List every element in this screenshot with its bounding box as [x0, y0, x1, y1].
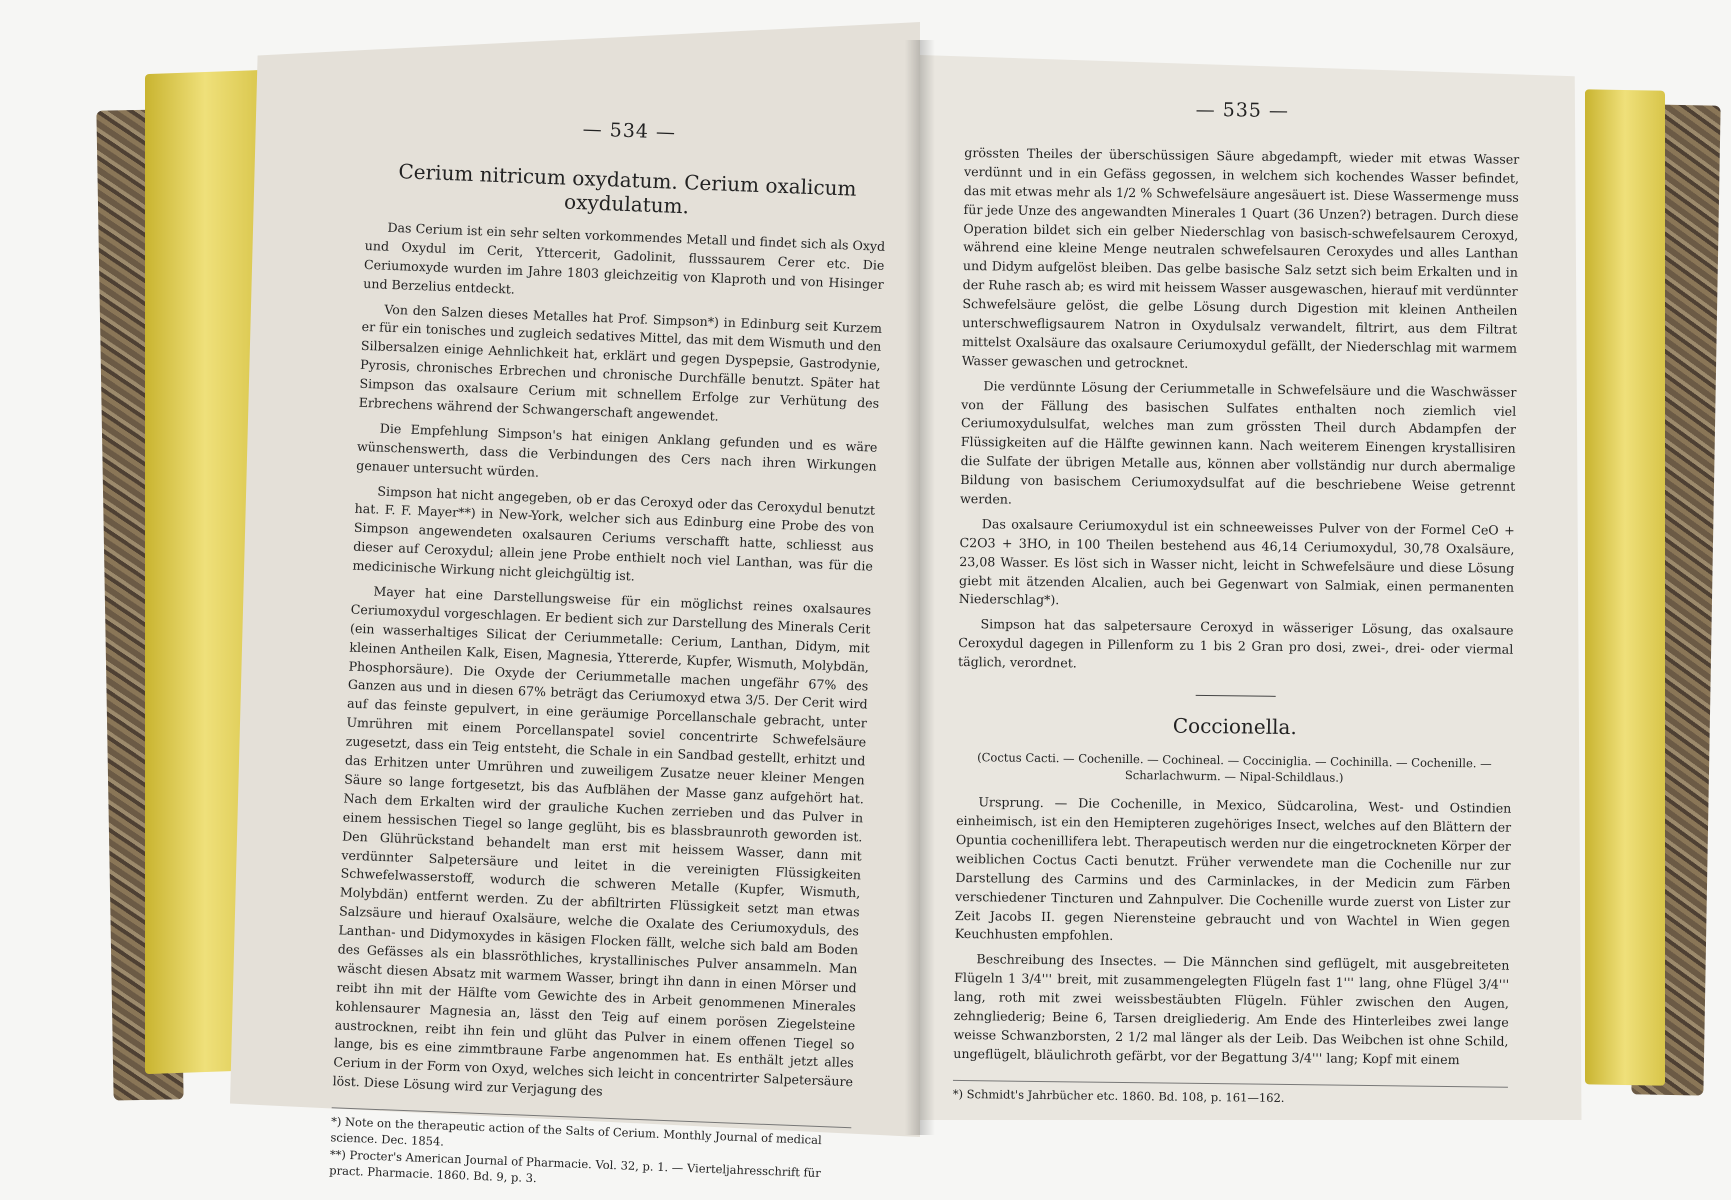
- footnotes-left: [329, 1107, 851, 1198]
- heading-coccionella: Coccionella.: [1172, 713, 1297, 740]
- book-gutter: [905, 40, 935, 1135]
- paragraph: Simpson hat das salpetersaure Ceroxyd in wässeriger Lösung, das oxalsaure Ceroxydul dagegen in Pillenform zu 1 bis 2 Gran pro dosi, zwei-, drei- oder viermal täglich, verordnet.: [957, 616, 1514, 671]
- paragraph: Das oxalsaure Ceriumoxydul ist ein schneeweisses Pulver von der Formel CeO + C2O3 + 3HO, in 100 Theilen bestehend aus 46,14 Ceriumoxydul, 30,78 Oxalsäure, 23,08 Wasser. Es löst sich in Wasser nicht, leicht in Schwefelsäure und diese Lösung giebt mit ätzenden Alcalien, auch bei Gegenwart von Salmiak, einen permanenten Niederschlag*).: [958, 516, 1515, 608]
- section-divider: [1195, 695, 1275, 697]
- paragraph: Simpson hat nicht angegeben, ob er das Ceroxyd oder das Ceroxydul benutzt hat. F. F. Mayer**) in New-York, welcher sich aus Edinburg eine Probe des von Simpson angewendeten oxalsauren Ceriums verschafft hatte, schliesst aus dieser auf Ceroxydul; allein jene Probe enthielt noch viel Lanthan, was für die medicinische Wirkung nicht gleichgültig ist.: [352, 483, 876, 584]
- footnote: **) Procter's American Journal of Pharmacie. Vol. 32, p. 1. — Vierteljahresschrift für pract. Pharmacie. 1860. Bd. 9, p. 3.: [329, 1147, 821, 1185]
- page-number-right: — 535 —: [1195, 98, 1290, 122]
- paragraph: Die verdünnte Lösung der Ceriummetalle in Schwefelsäure und die Waschwässer von der Fällung des basischen Sulfates enthalten noch ziemlich viel Ceriumoxydulsulfat, welches man zum grössten Theil durch Abdampfen der Flüssigkeiten auf die Hälfte gewinnen kann. Nach weiterem Einengen krystallisiren die Sulfate der übrigen Metalle aus, können aber vollständig nur durch abermalige Bildung von basischem Ceriumoxydsulfat auf die beschriebene Weise getrennt werden.: [959, 377, 1517, 507]
- paragraph: Die Empfehlung Simpson's hat einigen Anklang gefunden und es wäre wünschenswerth, dass die Verbindungen des Cers nach ihren Wirkungen genauer untersucht würden.: [356, 420, 878, 480]
- paragraph: grössten Theiles der überschüssigen Säure abgedampft, wieder mit etwas Wasser verdünnt und in ein Gefäss gegossen, in welchem sich kochendes Wasser befindet, das mit etwas mehr als 1/2 % Schwefelsäure angesäuert ist. Diese Wassermenge muss für jede Unze des angewandten Minerales 1 Quart (36 Unzen?) betragen. Durch diese Operation bildet sich ein gelber Niederschlag von basisch-schwefelsaurem Ceroxyd, während eine kleine Menge neutralen schwefelsauren Ceroxydes und alles Lanthan und Didym aufgelöst bleiben. Das gelbe basische Salz setzt sich beim Erkalten und in der Ruhe rasch ab; es wird mit heissem Wasser ausgewaschen, hierauf mit verdünnter Schwefelsäure gelöst, die gelbe Lösung durch Digestion mit kleinen Antheilen unterschwefligsaurem Natron in Oxydulsalz verwandelt, filtrirt, aus dem Filtrat mittelst Oxalsäure das oxalsaure Ceriumoxydul gefällt, der Niederschlag mit warmem Wasser gewaschen und getrocknet.: [961, 144, 1520, 371]
- page-edges-right: [1585, 89, 1665, 1085]
- paragraph: Ursprung. — Die Cochenille, in Mexico, Südcarolina, West- und Ostindien einheimisch, ist ein den Hemipteren zugehöriges Insect, welches auf den Blättern der Opuntia cochenillifera lebt. Therapeutisch werden nur die eingetrockneten Körper der weiblichen Coctus Cacti benutzt. Früher verwendete man die Cochenille nur zur Darstellung des Carmins und des Carminlackes, in der Medicin zum Färben verschiedener Tincturen und Zahnpulver. Die Cochenille wurde zuerst von Lister zur Zeit Jacobs II. gegen Nierensteine gebraucht und von Wachtel in Wien gegen Keuchhusten empfohlen.: [954, 794, 1512, 944]
- paragraph: Von den Salzen dieses Metalles hat Prof. Simpson*) in Edinburg seit Kurzem er für ein tonisches und zugleich sedatives Mittel, das mit dem Wismuth und den Silbersalzen einige Aehnlichkeit hat, erklärt und gegen Dyspepsie, Gastrodynie, Pyrosis, chronisches Erbrechen und chronische Durchfälle benutzt. Später hat Simpson das oxalsaure Cerium mit schnellem Erfolge zur Verhütung des Erbrechens während der Schwangerschaft angewendet.: [358, 301, 883, 424]
- heading-cerium: Cerium nitricum oxydatum. Cerium oxalicum oxydulatum.: [398, 159, 857, 219]
- paragraph: Das Cerium ist ein sehr selten vorkommendes Metall und findet sich als Oxyd und Oxydul im Cerit, Yttercerit, Gadolinit, flusssaurem Cerer etc. Die Ceriumoxyde wurden im Jahre 1803 gleichzeitig von Klaproth und von Hisinger und Berzelius entdeckt.: [363, 219, 886, 297]
- footnote-right: *) Schmidt's Jahrbücher etc. 1860. Bd. 108, p. 161—162.: [953, 1080, 1508, 1109]
- heading-synonyms: (Coctus Cacti. — Cochenille. — Cochineal. — Cocciniglia. — Cochinilla. — Cochenille. — Scharlachwurm. — Nipal-Schildlaus.): [977, 750, 1492, 785]
- left-page-text: [329, 110, 890, 1200]
- page-number-left: — 534 —: [582, 118, 677, 144]
- right-page-text: [953, 96, 1520, 1109]
- paragraph: Beschreibung des Insectes. — Die Männchen sind geflügelt, mit ausgebreiteten Flügeln 1 3/4''' breit, mit zusammengelegten Flügeln fast 1''' lang, ohne Flügel 3/4''' lang, roth mit zwei weissbestäubten Flügeln. Fühler zwischen den Augen, zehngliederig; Beine 6, Tarsen dreigliederig. Am Ende des Hinterleibes zwei lange weisse Schwanzborsten, 2 1/2 mal länger als der Leib. Das Weibchen ist ohne Schild, ungeflügelt, bläulichroth gefärbt, vor der Begattung 3/4''' lang; Kopf mit einem: [953, 951, 1510, 1067]
- paragraph: Mayer hat eine Darstellungsweise für ein möglichst reines oxalsaures Ceriumoxydul vorgeschlagen. Er bedient sich zur Darstellung des Minerals Cerit (ein wasserhaltiges Silicat der Ceriummetalle: Cerium, Lanthan, Didym, mit kleinen Antheilen Kalk, Eisen, Magnesia, Yttererde, Kupfer, Wismuth, Molybdän, Phosphorsäure). Die Oxyde der Ceriummetalle machen ungefähr 67% des Ganzen aus und in diesen 67% beträgt das Ceriumoxyd etwa 3/5. Der Cerit wird auf das feinste gepulvert, in eine geräumige Porcellanschale gebracht, unter Umrühren mit einem Porcellanspatel soviel concentrirte Schwefelsäure zugesetzt, dass ein Teig entsteht, die Schale in ein Sandbad gestellt, erhitzt und das Erhitzen unter Umrühren und zuweiligem Zusatze neuer kleiner Mengen Säure so lange fortgesetzt, bis das Aufblähen der Masse ganz aufgehört hat. Nach dem Erkalten wird der grauliche Kuchen zerrieben und das Pulver in einem hessischen Tiegel so lange geglüht, bis es blassbraunroth geworden ist. Den Glührückstand behandelt man erst mit heissem Wasser, dann mit verdünnter Salpetersäure und leitet in die vereinigten Flüssigkeiten Schwefelwasserstoff, wodurch die schweren Metalle (Kupfer, Wismuth, Molybdän) entfernt werden. Zu der abfiltrirten Flüssigkeit setzt man etwas Salzsäure und hierauf Oxalsäure, welche die Oxalate des Ceriumoxyduls, des Lanthan- und Didymoxydes in käsigen Flocken fällt, welche sich bald am Boden des Gefässes als ein blassröthliches, krystallinisches Pulver ansammeln. Man wäscht diesen Absatz mit warmem Wasser, bringt ihn dann in einen Mörser und reibt ihn mit der Hälfte vom Gewichte des in Arbeit genommenen Minerales kohlensaurer Magnesia an, lässt den Teig auf einem porösen Ziegelsteine austrocknen, reibt ihn fein und glüht das Pulver in einem offenen Tiegel so lange, bis es eine zimmtbraune Farbe angenommen hat. Es enthält jetzt alles Cerium in der Form von Oxyd, welches sich leicht in concentrirter Salpetersäure löst. Diese Lösung wird zur Verjagung des: [332, 583, 872, 1099]
- footnote: *) Note on the therapeutic action of the Salts of Cerium. Monthly Journal of medical science. Dec. 1854.: [330, 1114, 822, 1149]
